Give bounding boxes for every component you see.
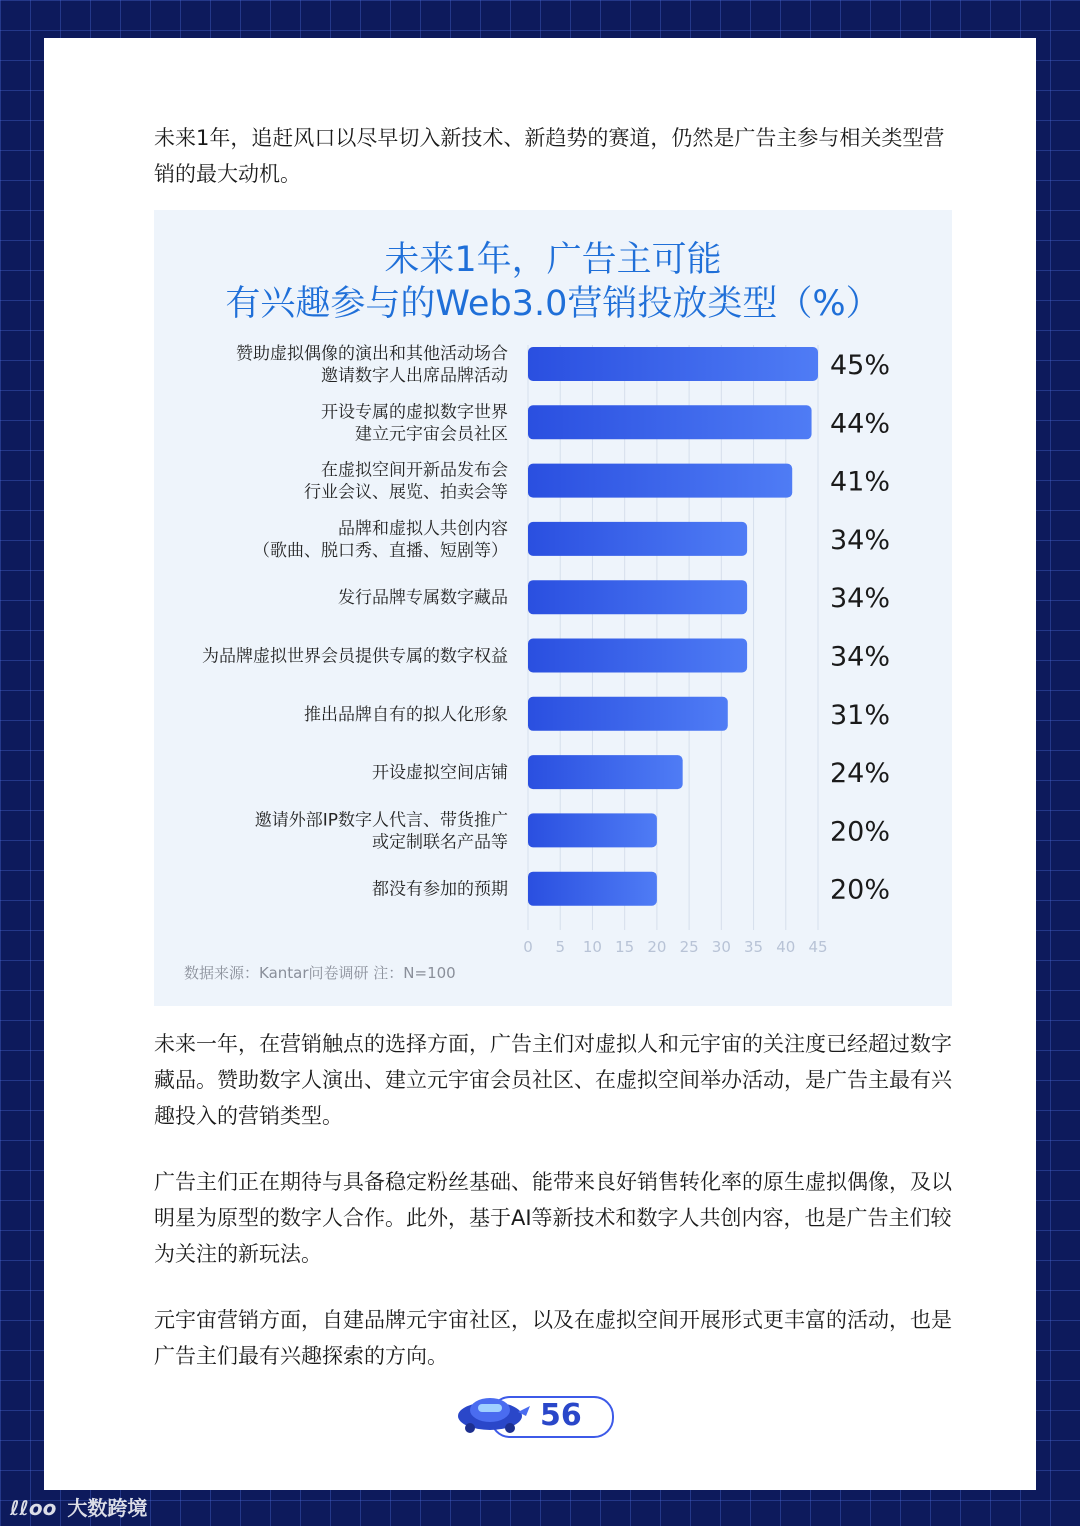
x-tick-label: 15 [615, 938, 635, 956]
page-number-badge [454, 1396, 614, 1436]
bar [528, 755, 683, 789]
page-number: 56 [540, 1398, 582, 1433]
category-label: 行业会议、展览、拍卖会等 [304, 482, 508, 503]
data-source-note: 数据来源：Kantar问卷调研 注：N=100 [184, 964, 456, 982]
value-label: 31% [830, 699, 891, 731]
value-label: 44% [830, 408, 891, 440]
chart-title-line2: 有兴趣参与的Web3.0营销投放类型（%） [225, 284, 881, 324]
x-tick-label: 25 [679, 938, 699, 956]
bar [528, 405, 812, 439]
watermark-logo: ℓℓoo [10, 1496, 57, 1520]
analysis-paragraph-3: 元宇宙营销方面，自建品牌元宇宙社区，以及在虚拟空间开展形式更丰富的活动，也是广告主们最有兴趣探索的方向。 [154, 1308, 952, 1368]
value-label: 45% [830, 350, 891, 381]
value-label: 20% [830, 874, 891, 906]
bar [528, 697, 728, 731]
intro-paragraph: 未来1年，追赶风口以尽早切入新技术、新趋势的赛道，仍然是广告主参与相关类型营销的最大动机。 [154, 126, 945, 186]
category-label: 赞助虚拟偶像的演出和其他活动场合 [236, 344, 508, 364]
category-label: 邀请数字人出席品牌活动 [321, 366, 508, 386]
category-label: （歌曲、脱口秀、直播、短剧等） [253, 540, 508, 561]
value-label: 20% [830, 816, 891, 848]
category-label: 或定制联名产品等 [372, 832, 508, 853]
robot-mascot-icon [454, 1390, 530, 1438]
bar [528, 522, 747, 556]
analysis-paragraph-2: 广告主们正在期待与具备稳定粉丝基础、能带来良好销售转化率的原生虚拟偶像，及以明星为原型的数字人合作。此外，基于AI等新技术和数字人共创内容，也是广告主们较为关注的新玩法。 [154, 1170, 952, 1266]
value-label: 34% [830, 524, 891, 556]
x-tick-label: 0 [523, 938, 533, 956]
watermark-text: 大数跨境 [67, 1496, 148, 1520]
x-tick-label: 10 [582, 938, 602, 956]
x-tick-label: 5 [555, 938, 565, 956]
value-label: 34% [830, 583, 891, 615]
x-tick-label: 40 [776, 938, 796, 956]
analysis-paragraph-1: 未来一年，在营销触点的选择方面，广告主们对虚拟人和元宇宙的关注度已经超过数字藏品。赞助数字人演出、建立元宇宙会员社区、在虚拟空间举办活动，是广告主最有兴趣投入的营销类型。 [154, 1032, 952, 1128]
bar [528, 347, 818, 381]
bar [528, 464, 792, 498]
category-label: 在虚拟空间开新品发布会 [321, 460, 508, 481]
category-label: 开设专属的虚拟数字世界 [321, 402, 508, 423]
category-label: 推出品牌自有的拟人化形象 [304, 704, 508, 725]
category-label: 建立元宇宙会员社区 [355, 424, 508, 445]
bar [528, 872, 657, 906]
value-label: 41% [830, 466, 891, 498]
chart-title-line1: 未来1年，广告主可能 [384, 240, 722, 280]
x-tick-label: 30 [711, 938, 731, 956]
category-label: 邀请外部IP数字人代言、带货推广 [254, 810, 508, 831]
category-label: 品牌和虚拟人共创内容 [338, 518, 508, 539]
category-label: 发行品牌专属数字藏品 [338, 588, 508, 609]
chart-card [154, 210, 952, 1006]
x-tick-label: 35 [744, 938, 764, 956]
bar [528, 639, 747, 673]
watermark [10, 1492, 147, 1521]
bar-chart [154, 210, 952, 970]
category-label: 都没有参加的预期 [372, 879, 508, 900]
x-tick-label: 45 [808, 938, 828, 956]
x-tick-label: 20 [647, 938, 667, 956]
value-label: 34% [830, 641, 891, 673]
value-label: 24% [830, 758, 891, 790]
category-label: 开设虚拟空间店铺 [372, 763, 508, 784]
category-label: 为品牌虚拟世界会员提供专属的数字权益 [202, 646, 508, 667]
bar [528, 580, 747, 614]
document-page [44, 38, 1036, 1490]
bar [528, 813, 657, 847]
